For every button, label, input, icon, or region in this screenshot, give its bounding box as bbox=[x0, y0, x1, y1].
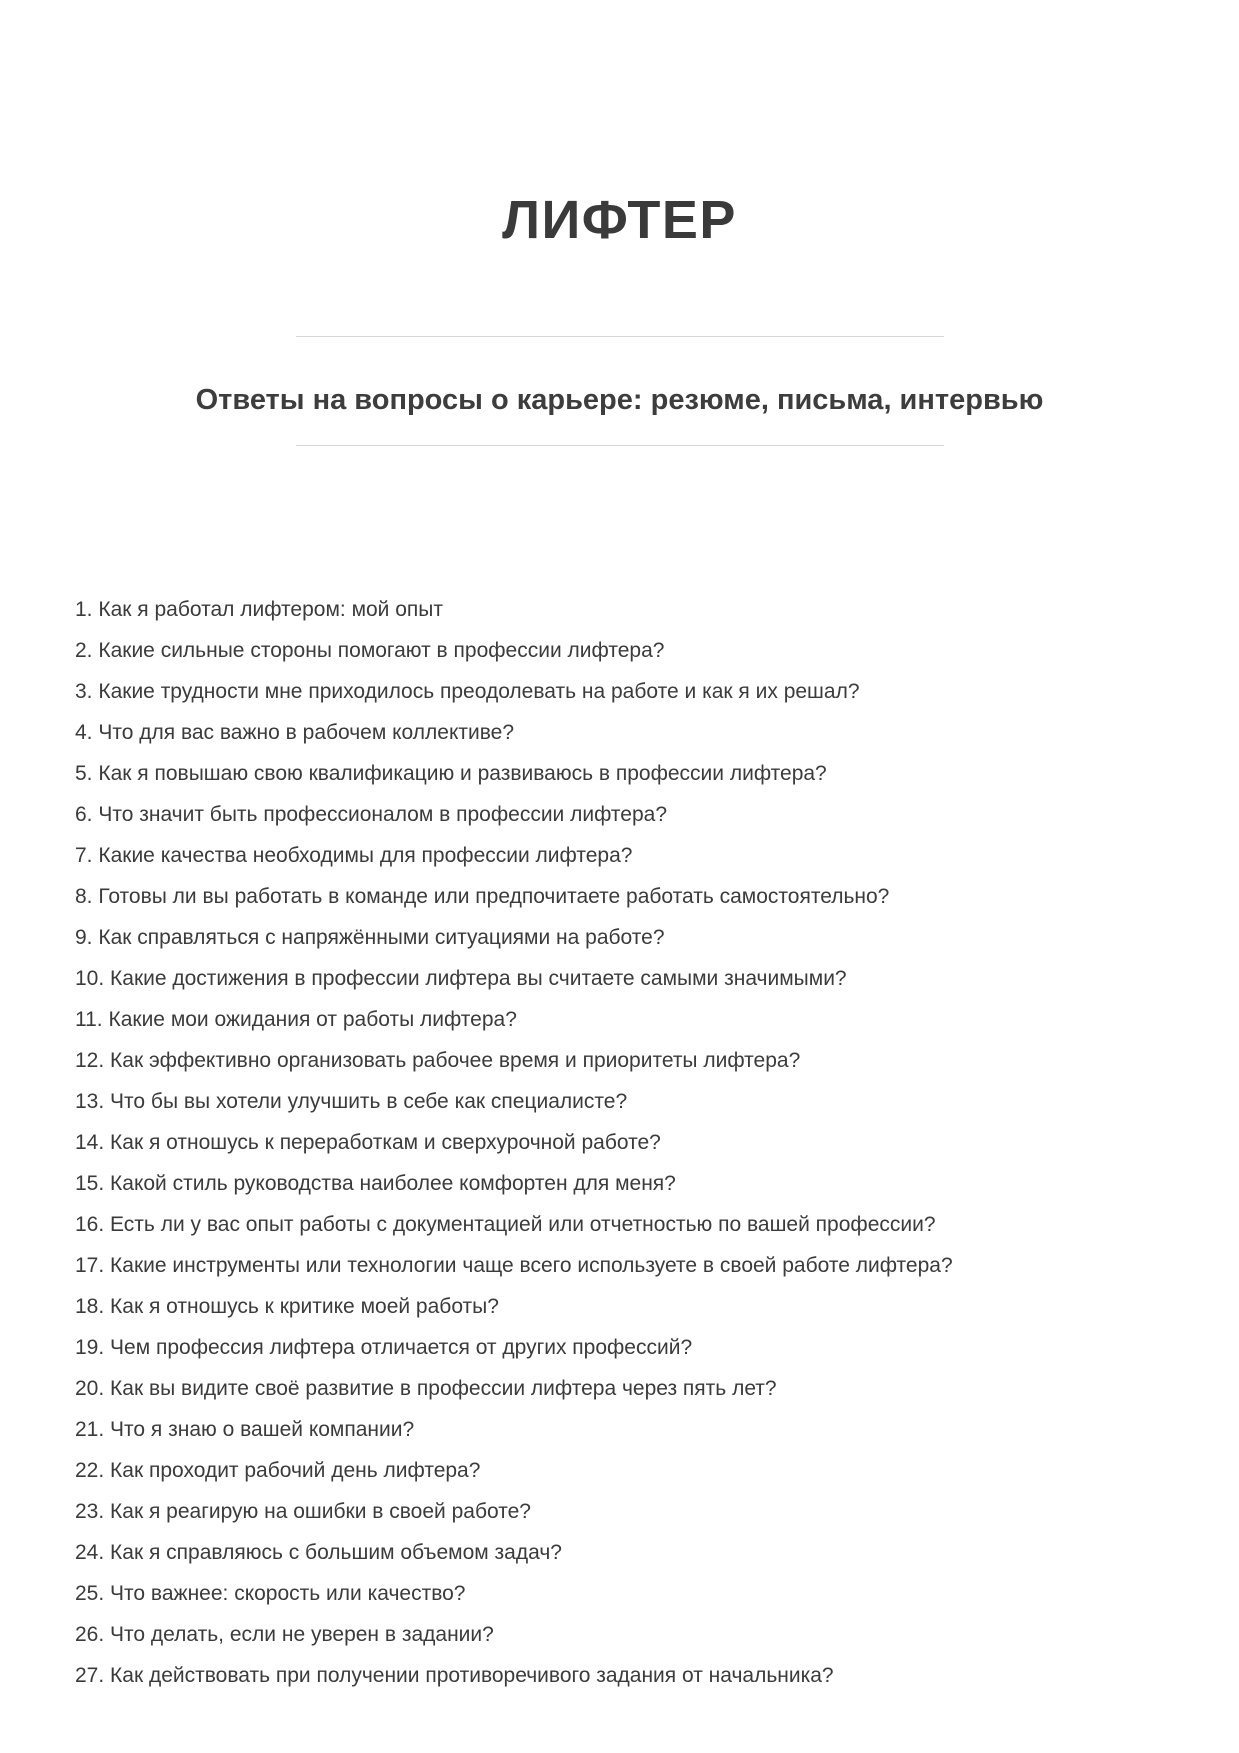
page-title: ЛИФТЕР bbox=[502, 190, 737, 250]
question-item: 27. Как действовать при получении противоречивого задания от начальника? bbox=[75, 1663, 834, 1687]
question-item: 25. Что важнее: скорость или качество? bbox=[75, 1581, 466, 1605]
question-item: 18. Как я отношусь к критике моей работы? bbox=[75, 1294, 499, 1318]
question-item: 5. Как я повышаю свою квалификацию и развиваюсь в профессии лифтера? bbox=[75, 761, 827, 785]
question-item: 22. Как проходит рабочий день лифтера? bbox=[75, 1458, 481, 1482]
question-item: 3. Какие трудности мне приходилось преодолевать на работе и как я их решал? bbox=[75, 679, 860, 703]
question-item: 24. Как я справляюсь с большим объемом задач? bbox=[75, 1540, 562, 1564]
question-item: 20. Как вы видите своё развитие в профессии лифтера через пять лет? bbox=[75, 1376, 777, 1400]
question-item: 16. Есть ли у вас опыт работы с документацией или отчетностью по вашей профессии? bbox=[75, 1212, 936, 1236]
question-item: 10. Какие достижения в профессии лифтера вы считаете самыми значимыми? bbox=[75, 966, 847, 990]
question-item: 14. Как я отношусь к переработкам и сверхурочной работе? bbox=[75, 1130, 661, 1154]
question-item: 11. Какие мои ожидания от работы лифтера? bbox=[75, 1007, 517, 1031]
question-item: 1. Как я работал лифтером: мой опыт bbox=[75, 597, 444, 621]
question-item: 2. Какие сильные стороны помогают в профессии лифтера? bbox=[75, 638, 665, 662]
question-item: 23. Как я реагирую на ошибки в своей работе? bbox=[75, 1499, 531, 1523]
questions-list bbox=[0, 589, 1239, 1696]
divider-top bbox=[296, 336, 944, 337]
question-item: 15. Какой стиль руководства наиболее комфортен для меня? bbox=[75, 1171, 676, 1195]
question-item: 13. Что бы вы хотели улучшить в себе как специалисте? bbox=[75, 1089, 628, 1113]
question-item: 9. Как справляться с напряжёнными ситуациями на работе? bbox=[75, 925, 665, 949]
question-item: 21. Что я знаю о вашей компании? bbox=[75, 1417, 415, 1441]
question-item: 8. Готовы ли вы работать в команде или предпочитаете работать самостоятельно? bbox=[75, 884, 890, 908]
question-item: 12. Как эффективно организовать рабочее время и приоритеты лифтера? bbox=[75, 1048, 801, 1072]
question-item: 26. Что делать, если не уверен в задании? bbox=[75, 1622, 494, 1646]
divider-bottom bbox=[296, 445, 944, 446]
question-item: 19. Чем профессия лифтера отличается от других профессий? bbox=[75, 1335, 693, 1359]
question-item: 4. Что для вас важно в рабочем коллективе? bbox=[75, 720, 515, 744]
page-subtitle: Ответы на вопросы о карьере: резюме, письма, интервью bbox=[195, 384, 1044, 416]
question-item: 7. Какие качества необходимы для профессии лифтера? bbox=[75, 843, 633, 867]
question-item: 17. Какие инструменты или технологии чаще всего используете в своей работе лифтера? bbox=[75, 1253, 953, 1277]
question-item: 6. Что значит быть профессионалом в профессии лифтера? bbox=[75, 802, 668, 826]
